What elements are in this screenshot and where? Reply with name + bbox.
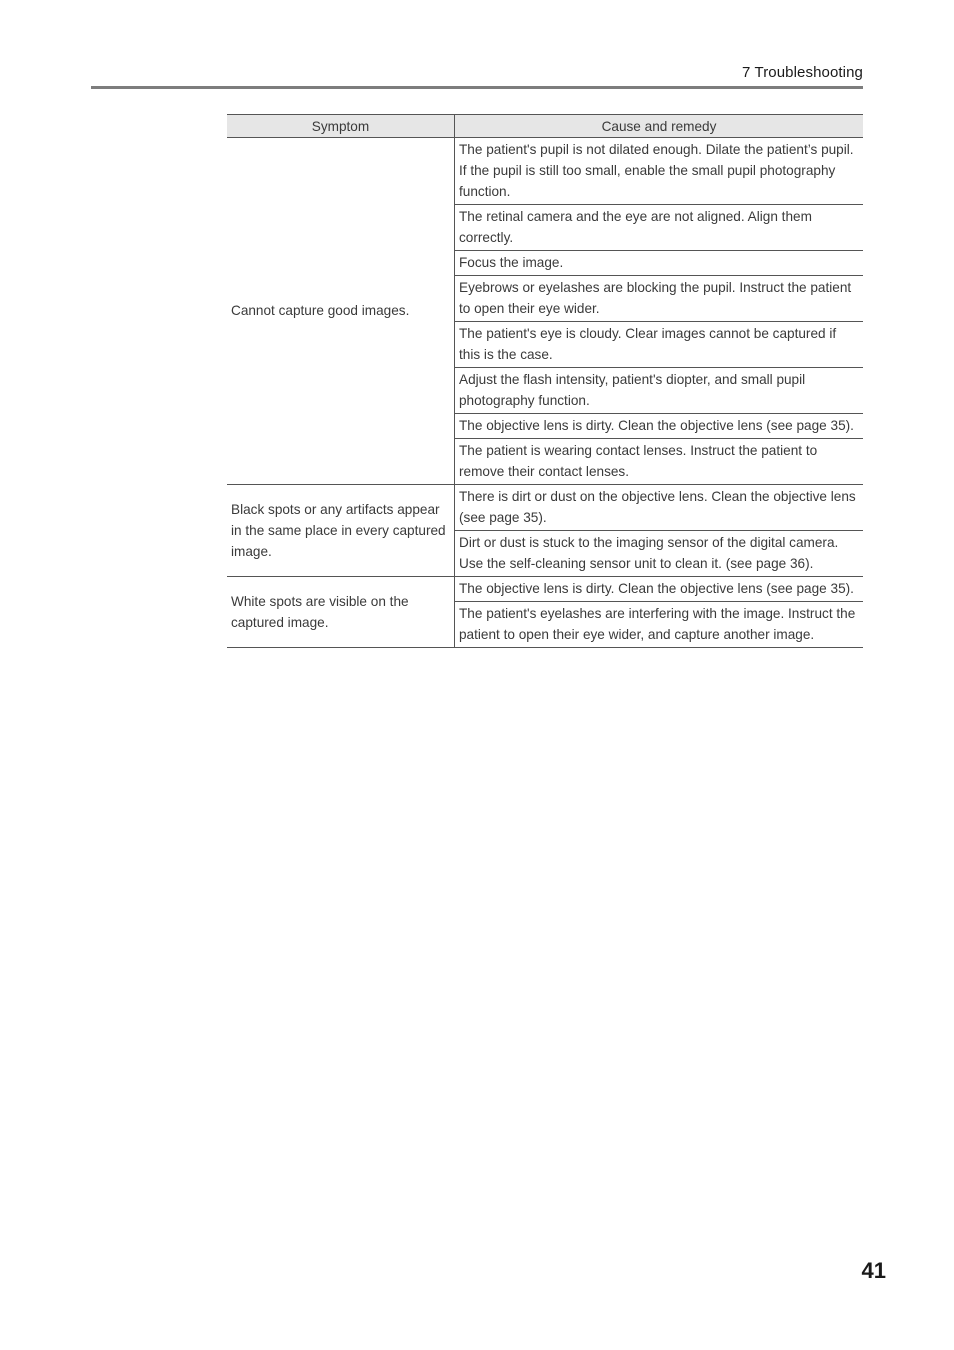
- cause-cell: The retinal camera and the eye are not aligned. Align them correctly.: [455, 205, 864, 251]
- cause-cell: The objective lens is dirty. Clean the objective lens (see page 35).: [455, 577, 864, 602]
- symptom-cell: Black spots or any artifacts appear in the same place in every captured image.: [227, 485, 455, 577]
- column-header-cause: Cause and remedy: [455, 115, 864, 138]
- cause-cell: The patient is wearing contact lenses. Instruct the patient to remove their contact lenses.: [455, 439, 864, 485]
- cause-cell: Dirt or dust is stuck to the imaging sensor of the digital camera. Use the self-cleaning sensor unit to clean it. (see page 36).: [455, 531, 864, 577]
- cause-cell: The patient's pupil is not dilated enough. Dilate the patient’s pupil. If the pupil is still too small, enable the small pupil photography function.: [455, 138, 864, 205]
- troubleshooting-table: [227, 114, 863, 648]
- cause-cell: There is dirt or dust on the objective lens. Clean the objective lens (see page 35).: [455, 485, 864, 531]
- cause-cell: The patient's eyelashes are interfering with the image. Instruct the patient to open their eye wider, and capture another image.: [455, 602, 864, 648]
- section-title: 7 Troubleshooting: [742, 64, 863, 81]
- table-row: [227, 577, 863, 602]
- cause-cell: The patient's eye is cloudy. Clear images cannot be captured if this is the case.: [455, 322, 864, 368]
- cause-cell: The objective lens is dirty. Clean the objective lens (see page 35).: [455, 414, 864, 439]
- cause-cell: Adjust the flash intensity, patient's diopter, and small pupil photography function.: [455, 368, 864, 414]
- table-row: [227, 485, 863, 531]
- symptom-cell: Cannot capture good images.: [227, 138, 455, 485]
- column-header-symptom: Symptom: [227, 115, 455, 138]
- cause-cell: Focus the image.: [455, 251, 864, 276]
- table-row: [227, 138, 863, 205]
- cause-cell: Eyebrows or eyelashes are blocking the pupil. Instruct the patient to open their eye wider.: [455, 276, 864, 322]
- symptom-cell: White spots are visible on the captured image.: [227, 577, 455, 648]
- header-divider: [91, 86, 863, 89]
- page-number: 41: [861, 1258, 886, 1283]
- table-header-row: [227, 115, 863, 138]
